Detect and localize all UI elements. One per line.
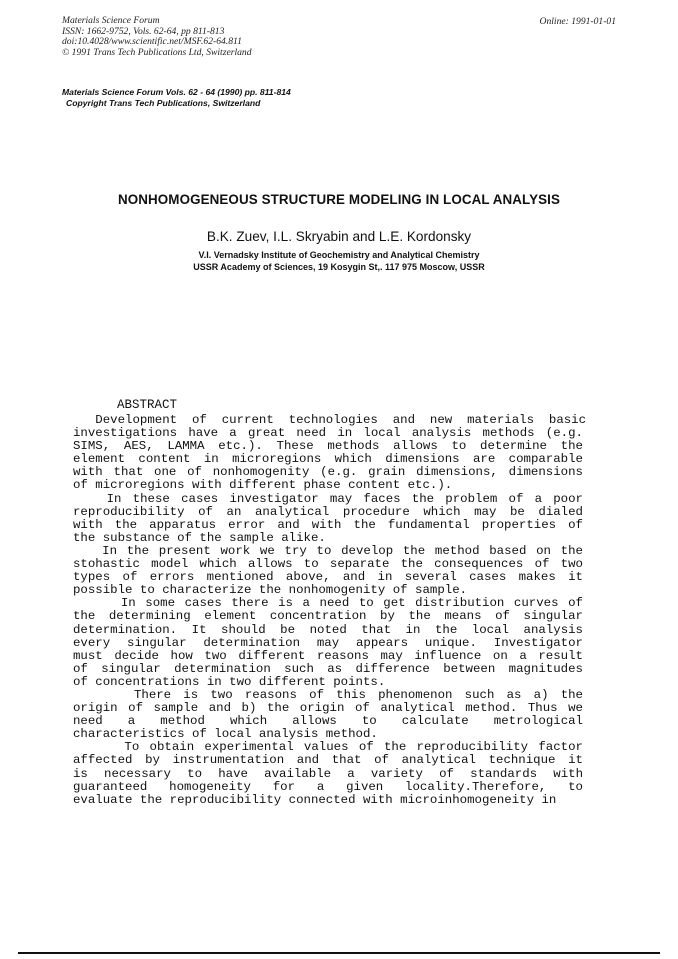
abstract-line: must decide how two different reasons may influence on a result (73, 648, 583, 663)
abstract-line: of singular determination such as difference between magnitudes (73, 661, 583, 676)
abstract-line: is necessary to have available a variety of standards with (73, 766, 583, 781)
online-date: Online: 1991-01-01 (539, 16, 616, 27)
abstract-line: types of errors mentioned above, and in several cases makes it (73, 570, 583, 585)
abstract-line: guaranteed homogeneity for a given locality.Therefore, to (73, 779, 583, 794)
abstract-line: SIMS, AES, LAMMA etc.). These methods allows to determine the (73, 439, 583, 454)
abstract-line: of microregions with different phase content etc.). (73, 478, 453, 493)
abstract-line: evaluate the reproducibility connected with microinhomogeneity in (73, 792, 557, 807)
journal-info (62, 87, 291, 109)
meta-line: ISSN: 1662-9752, Vols. 62-64, pp 811-813 (62, 25, 225, 37)
abstract-line: To obtain experimental values of the reproducibility factor (73, 740, 583, 755)
paper-title: NONHOMOGENEOUS STRUCTURE MODELING IN LOCAL ANALYSIS (117, 192, 561, 207)
abstract-line: investigations have a great need in local analysis methods (e.g. (73, 426, 583, 441)
affiliation-line: V.I. Vernadsky Institute of Geochemistry and Analytical Chemistry (198, 250, 480, 260)
abstract-line: the determining element concentration by the means of singular (73, 609, 583, 624)
abstract-line: element content in microregions which dimensions are comparable (73, 452, 583, 467)
abstract-line: In the present work we try to develop the method based on the (73, 543, 583, 558)
abstract-line: affected by instrumentation and that of analytical technique it (73, 753, 583, 768)
meta-line: © 1991 Trans Tech Publications Ltd, Switzerland (62, 46, 252, 58)
abstract-body (73, 413, 587, 807)
abstract-heading: ABSTRACT (117, 398, 178, 412)
paper-authors: B.K. Zuev, I.L. Skryabin and L.E. Kordonsky (206, 229, 472, 244)
abstract-line: the substance of the sample alike. (73, 530, 326, 545)
abstract-line: reproducibility of an analytical procedure which may be dialed (73, 504, 583, 519)
abstract-line: with that one of nonhomogenity (e.g. grain dimensions, dimensions (73, 465, 583, 480)
affiliation (0, 249, 678, 273)
abstract-line: Development of current technologies and new materials basic (73, 413, 587, 427)
abstract-line: need a method which allows to calculate metrological (73, 714, 583, 729)
abstract-line: possible to characterize the nonhomogenity of sample. (73, 583, 468, 598)
journal-line: Materials Science Forum Vols. 62 - 64 (1990) pp. 811-814 (62, 87, 291, 97)
abstract-line: with the apparatus error and with the fundamental properties of (73, 517, 583, 532)
abstract-line: There is two reasons of this phenomenon such as a) the (73, 687, 583, 702)
affiliation-line: USSR Academy of Sciences, 19 Kosygin St,. 117 975 Moscow, USSR (193, 262, 485, 272)
abstract-line: In some cases there is a need to get distribution curves of (73, 596, 583, 611)
abstract-line: of concentrations in two different points. (73, 674, 386, 689)
footer-rule (18, 952, 660, 954)
abstract-line: every singular determination may appears unique. Investigator (73, 635, 583, 650)
abstract-line: stohastic model which allows to separate the consequences of two (73, 557, 583, 572)
abstract-line: In these cases investigator may faces the problem of a poor (73, 491, 583, 506)
abstract-line: determination. It should be noted that in the local analysis (73, 622, 583, 637)
meta-line: Materials Science Forum (62, 15, 160, 26)
meta-line: doi:10.4028/www.scientific.net/MSF.62-64.811 (62, 36, 242, 48)
abstract-line: characteristics of local analysis method. (73, 727, 378, 742)
citation-metadata (62, 16, 252, 58)
copyright-line: Copyright Trans Tech Publications, Switzerland (66, 98, 261, 108)
abstract-line: origin of sample and b) the origin of analytical method. Thus we (73, 701, 583, 716)
